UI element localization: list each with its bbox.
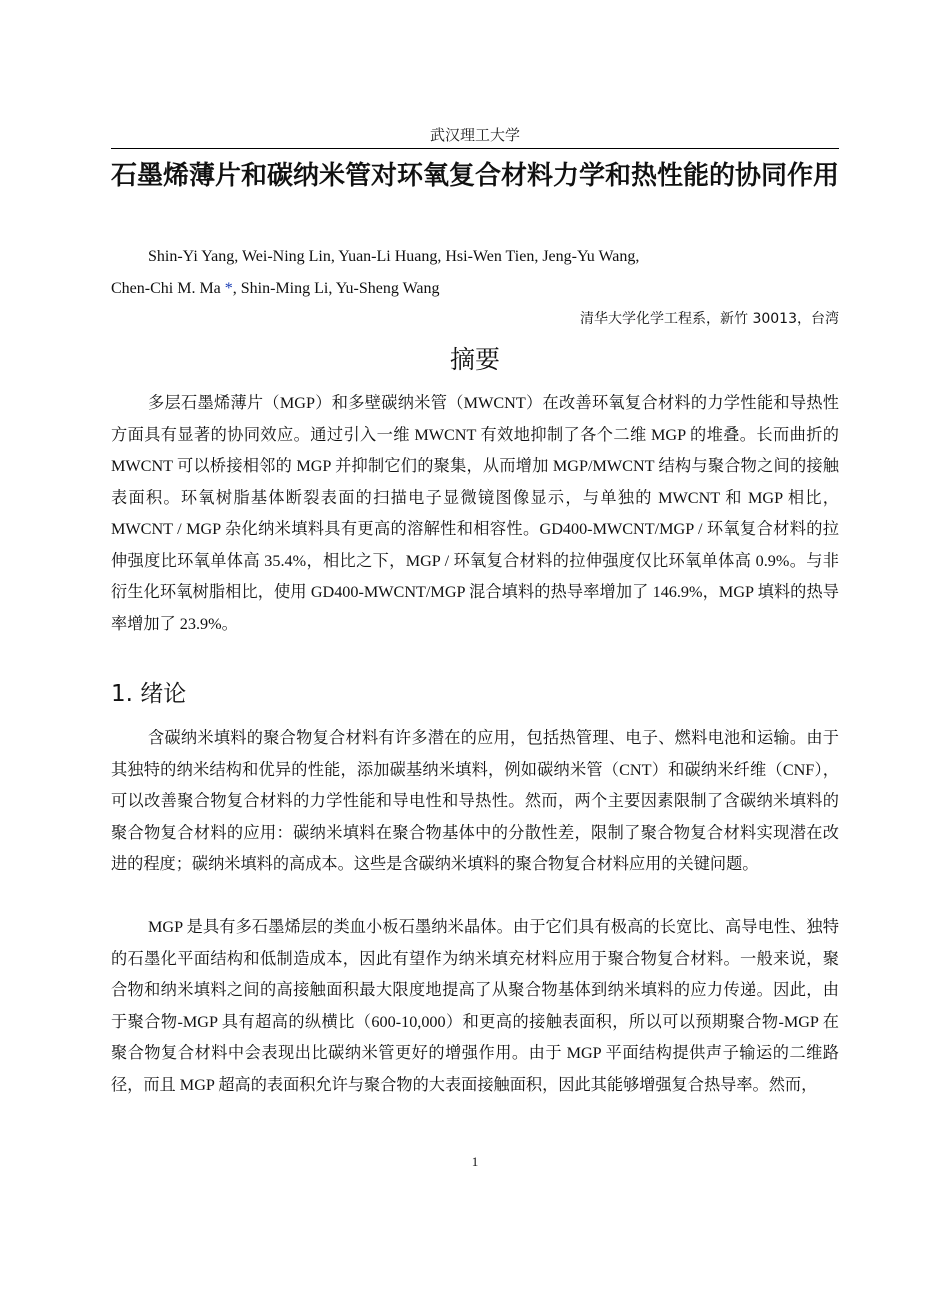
corresponding-author-link[interactable]: *	[224, 280, 233, 297]
affiliation: 清华大学化学工程系，新竹 30013，台湾	[580, 311, 839, 327]
author-line-2-end: , Shin-Ming Li, Yu-Sheng Wang	[232, 280, 440, 297]
author-list	[111, 241, 839, 305]
author-line-2	[111, 273, 839, 305]
author-line-1: Shin-Yi Yang, Wei-Ning Lin, Yuan-Li Huang, Hsi-Wen Tien, Jeng-Yu Wang,	[148, 248, 640, 265]
paper-title: 石墨烯薄片和碳纳米管对环氧复合材料力学和热性能的协同作用	[111, 161, 840, 191]
section-heading-introduction: 1. 绪论	[111, 681, 187, 707]
header-rule	[111, 148, 839, 149]
intro-paragraph-1: 含碳纳米填料的聚合物复合材料有许多潜在的应用，包括热管理、电子、燃料电池和运输。由于其独特的纳米结构和优异的性能，添加碳基纳米填料，例如碳纳米管（CNT）和碳纳米纤维（CNF），可以改善聚合物复合材料的力学性能和导电性和导热性。然而，两个主要因素限制了含碳纳米填料的聚合物复合材料的应用：碳纳米填料在聚合物基体中的分散性差，限制了聚合物复合材料实现潜在改进的程度；碳纳米填料的高成本。这些是含碳纳米填料的聚合物复合材料应用的关键问题。	[111, 729, 839, 873]
page-number: 1	[471, 1154, 479, 1169]
abstract-heading: 摘要	[449, 345, 500, 374]
paper-page	[111, 0, 839, 1309]
intro-paragraph-2: MGP 是具有多石墨烯层的类血小板石墨纳米晶体。由于它们具有极高的长宽比、高导电性、独特的石墨化平面结构和低制造成本，因此有望作为纳米填充材料应用于聚合物复合材料。一般来说，聚合物和纳米填料之间的高接触面积最大限度地提高了从聚合物基体到纳米填料的应力传递。因此，由于聚合物-MGP 具有超高的纵横比（600-10,000）和更高的接触表面积，所以可以预期聚合物-MGP 在聚合物复合材料中会表现出比碳纳米管更好的增强作用。由于 MGP 平面结构提供声子输运的二维路径，而且 MGP 超高的表面积允许与聚合物的大表面接触面积，因此其能够增强复合热导率。然而，	[111, 918, 839, 1094]
author-line-2-start: Chen-Chi M. Ma	[111, 280, 225, 297]
abstract-text: 多层石墨烯薄片（MGP）和多壁碳纳米管（MWCNT）在改善环氧复合材料的力学性能和导热性方面具有显著的协同效应。通过引入一维 MWCNT 有效地抑制了各个二维 MGP 的堆叠。长而曲折的 MWCNT 可以桥接相邻的 MGP 并抑制它们的聚集，从而增加 MGP/MWCNT 结构与聚合物之间的接触表面积。环氧树脂基体断裂表面的扫描电子显微镜图像显示，与单独的 MWCNT 和 MGP 相比，MWCNT / MGP 杂化纳米填料具有更高的溶解性和相容性。GD400-MWCNT/MGP / 环氧复合材料的拉伸强度比环氧单体高 35.4%，相比之下，MGP / 环氧复合材料的拉伸强度仅比环氧单体高 0.9%。与非衍生化环氧树脂相比，使用 GD400-MWCNT/MGP 混合填料的热导率增加了 146.9%，MGP 填料的热导率增加了 23.9%。	[111, 394, 839, 633]
running-header: 武汉理工大学	[429, 128, 520, 144]
